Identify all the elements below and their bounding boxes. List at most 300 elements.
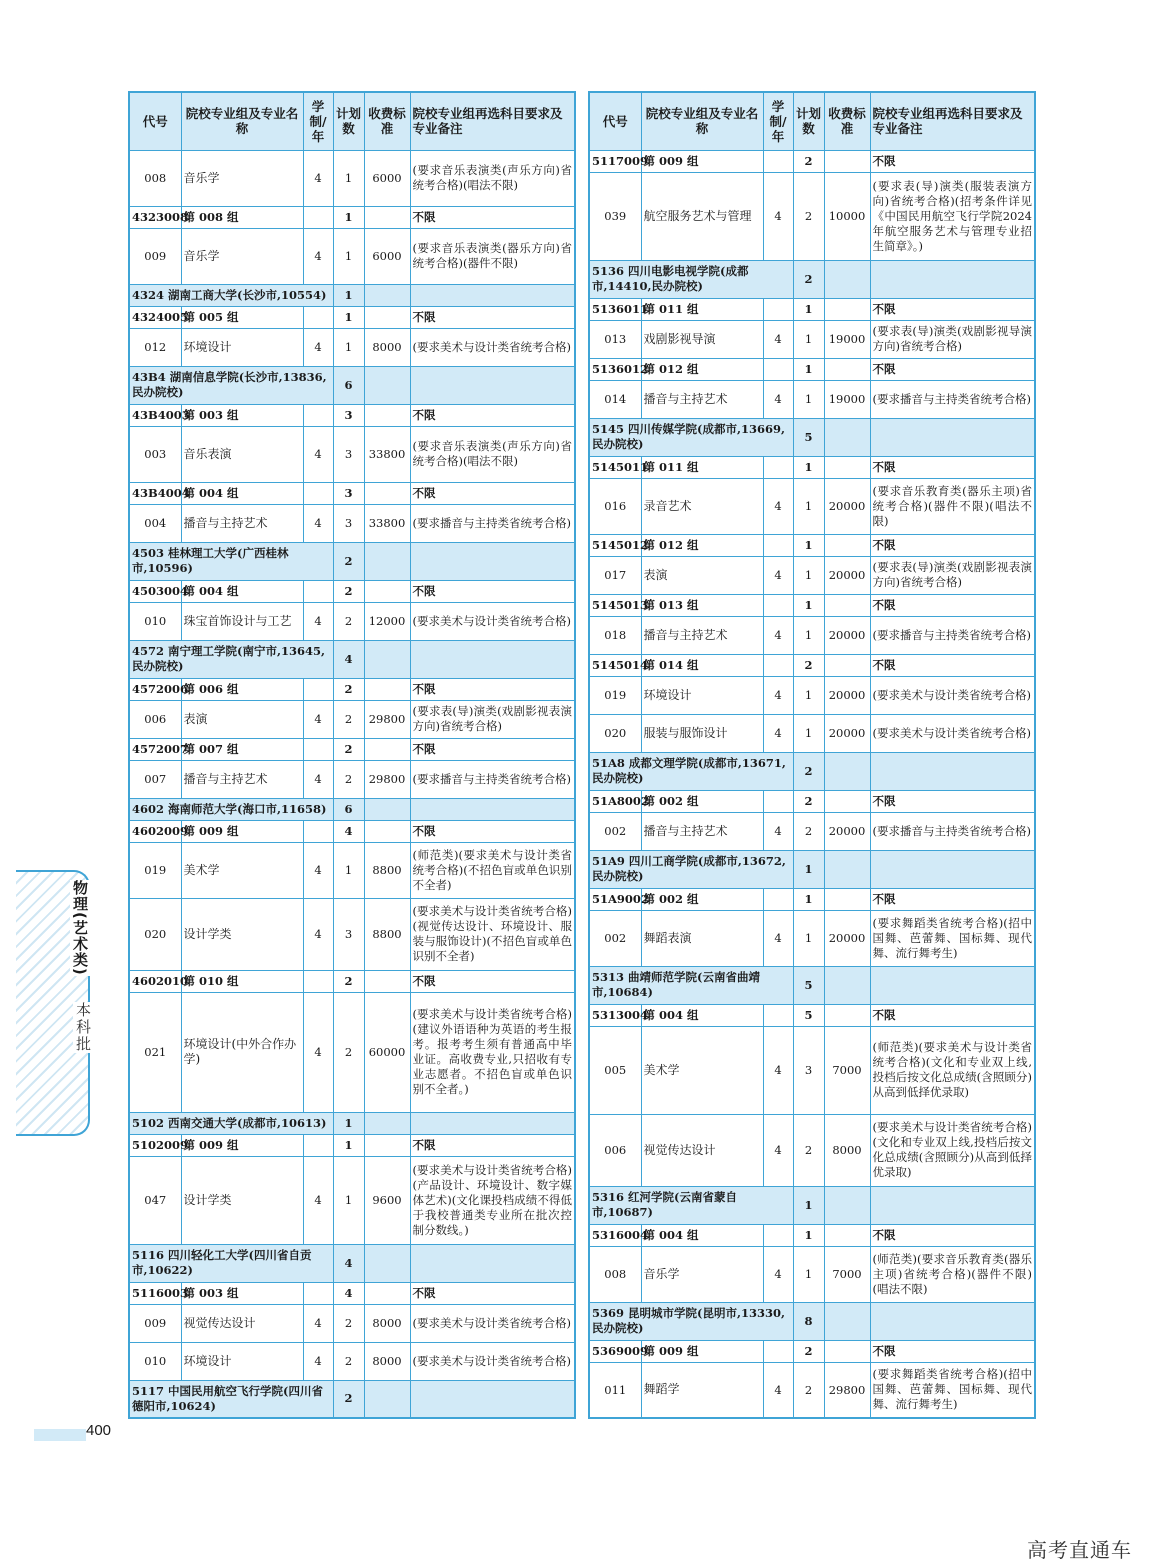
group-row [589, 456, 1035, 478]
group-requirement: 不限 [870, 888, 1035, 910]
major-code: 018 [589, 616, 641, 654]
group-requirement: 不限 [410, 820, 575, 842]
group-name: 第 009 组 [181, 820, 303, 842]
major-plan: 1 [793, 676, 824, 714]
major-remark: (要求美术与设计类省统考合格)(建议外语语种为英语的考生报考。报考考生须有普通高中毕业证。高收费专业,只招收有专业志愿者。不招色盲或单色识别不全者。) [410, 992, 575, 1112]
major-name: 播音与主持艺术 [181, 504, 303, 542]
group-row [589, 150, 1035, 172]
university-row [129, 366, 575, 404]
major-remark: (要求舞蹈类省统考合格)(招中国舞、芭蕾舞、国标舞、现代舞、流行舞考生) [870, 1362, 1035, 1418]
major-row [129, 228, 575, 284]
university-row [589, 850, 1035, 888]
major-remark: (要求表(导)演类(戏剧影视表演方向)省统考合格) [870, 556, 1035, 594]
group-plan: 2 [333, 738, 364, 760]
fee-cell [364, 1112, 410, 1134]
major-plan: 1 [793, 380, 824, 418]
remark-cell [410, 284, 575, 306]
fee-cell [364, 580, 410, 602]
group-plan: 1 [793, 358, 824, 380]
university-row [129, 1244, 575, 1282]
university-plan: 6 [333, 366, 364, 404]
major-remark: (要求美术与设计类省统考合格) [870, 714, 1035, 752]
years-cell [303, 738, 333, 760]
major-plan: 2 [793, 812, 824, 850]
major-plan: 1 [793, 714, 824, 752]
group-name: 第 004 组 [181, 482, 303, 504]
fee-cell [364, 1380, 410, 1418]
group-plan: 3 [333, 404, 364, 426]
major-name: 音乐表演 [181, 426, 303, 482]
major-code: 014 [589, 380, 641, 418]
remark-cell [410, 798, 575, 820]
major-code: 010 [129, 1342, 181, 1380]
university-plan: 2 [333, 542, 364, 580]
major-fee: 8000 [364, 328, 410, 366]
fee-cell [364, 1244, 410, 1282]
group-row [129, 206, 575, 228]
major-row [589, 1114, 1035, 1186]
university-plan: 8 [793, 1302, 824, 1340]
major-years: 4 [303, 426, 333, 482]
header-years: 学制/年 [303, 92, 333, 150]
major-code: 019 [589, 676, 641, 714]
university-plan: 6 [333, 798, 364, 820]
fee-cell [824, 790, 870, 812]
group-requirement: 不限 [870, 150, 1035, 172]
major-plan: 3 [333, 898, 364, 970]
group-code: 43B4004 [129, 482, 181, 504]
fee-cell [824, 298, 870, 320]
major-row [589, 1246, 1035, 1302]
group-code: 5102009 [129, 1134, 181, 1156]
group-row [589, 1224, 1035, 1246]
group-plan: 1 [793, 456, 824, 478]
major-row [129, 426, 575, 482]
major-plan: 3 [333, 426, 364, 482]
group-row [589, 790, 1035, 812]
major-name: 舞蹈表演 [641, 910, 763, 966]
group-plan: 4 [333, 1282, 364, 1304]
fee-cell [364, 206, 410, 228]
years-cell [303, 306, 333, 328]
fee-cell [364, 820, 410, 842]
major-row [589, 320, 1035, 358]
years-cell [303, 820, 333, 842]
major-remark: (要求播音与主持类省统考合格) [870, 380, 1035, 418]
major-fee: 6000 [364, 228, 410, 284]
admission-table-right [588, 91, 1036, 1419]
major-name: 视觉传达设计 [641, 1114, 763, 1186]
group-name: 第 009 组 [181, 1134, 303, 1156]
remark-cell [870, 1186, 1035, 1224]
years-cell [763, 298, 793, 320]
group-row [129, 404, 575, 426]
major-remark: (要求美术与设计类省统考合格)(文化和专业双上线,投档后按文化总成绩(含照顾分)从高到低择优录取) [870, 1114, 1035, 1186]
remark-cell [870, 850, 1035, 888]
header-plan: 计划数 [333, 92, 364, 150]
major-years: 4 [763, 172, 793, 260]
university-name: 5102 西南交通大学(成都市,10613) [129, 1112, 333, 1134]
fee-cell [824, 358, 870, 380]
group-plan: 2 [333, 580, 364, 602]
university-plan: 5 [793, 966, 824, 1004]
university-plan: 2 [333, 1380, 364, 1418]
fee-cell [824, 1004, 870, 1026]
major-fee: 20000 [824, 616, 870, 654]
group-code: 4323008 [129, 206, 181, 228]
major-code: 002 [589, 812, 641, 850]
group-requirement: 不限 [870, 298, 1035, 320]
group-row [589, 298, 1035, 320]
group-row [129, 482, 575, 504]
header-name: 院校专业组及专业名称 [641, 92, 763, 150]
group-name: 第 002 组 [641, 888, 763, 910]
admission-table-left [128, 91, 576, 1419]
major-row [589, 556, 1035, 594]
university-name: 4324 湖南工商大学(长沙市,10554) [129, 284, 333, 306]
major-name: 环境设计(中外合作办学) [181, 992, 303, 1112]
group-code: 4572006 [129, 678, 181, 700]
fee-cell [824, 850, 870, 888]
group-plan: 2 [793, 150, 824, 172]
major-row [129, 328, 575, 366]
major-plan: 2 [333, 602, 364, 640]
university-row [129, 798, 575, 820]
major-row [589, 380, 1035, 418]
major-name: 播音与主持艺术 [641, 812, 763, 850]
major-remark: (要求美术与设计类省统考合格)(产品设计、环境设计、数字媒体艺术)(文化课投档成绩不得低于我校普通类专业所在批次控制分数线。) [410, 1156, 575, 1244]
major-plan: 1 [333, 1156, 364, 1244]
header-code: 代号 [129, 92, 181, 150]
major-plan: 1 [793, 478, 824, 534]
group-code: 5136011 [589, 298, 641, 320]
major-remark: (要求美术与设计类省统考合格) [410, 1342, 575, 1380]
group-code: 51A8002 [589, 790, 641, 812]
major-remark: (要求音乐表演类(声乐方向)省统考合格)(唱法不限) [410, 150, 575, 206]
major-name: 录音艺术 [641, 478, 763, 534]
years-cell [763, 654, 793, 676]
major-fee: 6000 [364, 150, 410, 206]
group-plan: 3 [333, 482, 364, 504]
major-remark: (要求美术与设计类省统考合格)(视觉传达设计、环境设计、服装与服饰设计)(不招色盲或单色识别不全者) [410, 898, 575, 970]
fee-cell [364, 366, 410, 404]
header-fee: 收费标准 [364, 92, 410, 150]
group-name: 第 009 组 [641, 1340, 763, 1362]
major-code: 020 [129, 898, 181, 970]
major-row [589, 1026, 1035, 1114]
major-row [129, 150, 575, 206]
major-years: 4 [763, 714, 793, 752]
fee-cell [824, 1186, 870, 1224]
major-name: 戏剧影视导演 [641, 320, 763, 358]
fee-cell [824, 888, 870, 910]
years-cell [303, 482, 333, 504]
years-cell [303, 580, 333, 602]
major-row [589, 910, 1035, 966]
major-fee: 20000 [824, 910, 870, 966]
major-name: 视觉传达设计 [181, 1304, 303, 1342]
major-plan: 2 [333, 992, 364, 1112]
major-years: 4 [763, 676, 793, 714]
major-code: 039 [589, 172, 641, 260]
university-name: 5313 曲靖师范学院(云南省曲靖市,10684) [589, 966, 793, 1004]
major-fee: 29800 [824, 1362, 870, 1418]
major-name: 设计学类 [181, 898, 303, 970]
fee-cell [824, 1224, 870, 1246]
major-row [589, 616, 1035, 654]
major-years: 4 [763, 616, 793, 654]
fee-cell [364, 738, 410, 760]
major-fee: 60000 [364, 992, 410, 1112]
fee-cell [364, 1282, 410, 1304]
major-code: 011 [589, 1362, 641, 1418]
fee-cell [364, 284, 410, 306]
group-requirement: 不限 [410, 580, 575, 602]
major-fee: 8000 [824, 1114, 870, 1186]
major-years: 4 [303, 700, 333, 738]
major-name: 表演 [641, 556, 763, 594]
major-fee: 9600 [364, 1156, 410, 1244]
major-row [589, 676, 1035, 714]
major-fee: 8800 [364, 842, 410, 898]
major-plan: 2 [333, 1304, 364, 1342]
major-years: 4 [763, 1362, 793, 1418]
university-row [589, 418, 1035, 456]
major-years: 4 [763, 1114, 793, 1186]
group-name: 第 002 组 [641, 790, 763, 812]
major-name: 音乐学 [181, 228, 303, 284]
major-remark: (要求播音与主持类省统考合格) [410, 504, 575, 542]
fee-cell [364, 1134, 410, 1156]
group-plan: 1 [793, 594, 824, 616]
group-requirement: 不限 [870, 1340, 1035, 1362]
group-requirement: 不限 [870, 654, 1035, 676]
university-name: 5369 昆明城市学院(昆明市,13330,民办院校) [589, 1302, 793, 1340]
university-name: 5316 红河学院(云南省蒙自市,10687) [589, 1186, 793, 1224]
major-row [129, 898, 575, 970]
major-fee: 8800 [364, 898, 410, 970]
major-row [589, 1362, 1035, 1418]
group-code: 4503004 [129, 580, 181, 602]
major-row [129, 842, 575, 898]
group-row [129, 738, 575, 760]
major-code: 012 [129, 328, 181, 366]
university-name: 51A8 成都文理学院(成都市,13671,民办院校) [589, 752, 793, 790]
university-row [589, 260, 1035, 298]
major-row [129, 1304, 575, 1342]
group-plan: 1 [793, 1224, 824, 1246]
major-remark: (要求音乐教育类(器乐主项)省统考合格)(器件不限)(唱法不限) [870, 478, 1035, 534]
group-name: 第 004 组 [641, 1224, 763, 1246]
major-plan: 1 [793, 1246, 824, 1302]
major-code: 020 [589, 714, 641, 752]
major-code: 009 [129, 228, 181, 284]
header-code: 代号 [589, 92, 641, 150]
group-code: 51A9002 [589, 888, 641, 910]
group-name: 第 008 组 [181, 206, 303, 228]
years-cell [303, 1282, 333, 1304]
group-plan: 2 [333, 678, 364, 700]
remark-cell [870, 418, 1035, 456]
group-row [589, 594, 1035, 616]
major-years: 4 [303, 842, 333, 898]
major-fee: 20000 [824, 714, 870, 752]
major-years: 4 [763, 1026, 793, 1114]
major-code: 008 [129, 150, 181, 206]
group-plan: 1 [333, 206, 364, 228]
major-years: 4 [303, 760, 333, 798]
group-requirement: 不限 [410, 1282, 575, 1304]
header-name: 院校专业组及专业名称 [181, 92, 303, 150]
university-row [129, 284, 575, 306]
group-row [129, 678, 575, 700]
group-name: 第 009 组 [641, 150, 763, 172]
fee-cell [364, 798, 410, 820]
years-cell [303, 206, 333, 228]
university-row [129, 1380, 575, 1418]
group-code: 5136012 [589, 358, 641, 380]
group-plan: 4 [333, 820, 364, 842]
group-code: 4324005 [129, 306, 181, 328]
group-requirement: 不限 [410, 206, 575, 228]
major-remark: (师范类)(要求美术与设计类省统考合格)(文化和专业双上线,投档后按文化总成绩(含照顾分)从高到低择优录取) [870, 1026, 1035, 1114]
university-row [129, 542, 575, 580]
group-code: 43B4003 [129, 404, 181, 426]
fee-cell [824, 260, 870, 298]
major-name: 环境设计 [641, 676, 763, 714]
major-code: 006 [589, 1114, 641, 1186]
group-requirement: 不限 [410, 404, 575, 426]
university-row [589, 1186, 1035, 1224]
group-row [129, 580, 575, 602]
header-fee: 收费标准 [824, 92, 870, 150]
group-code: 5145012 [589, 534, 641, 556]
years-cell [303, 1134, 333, 1156]
group-plan: 2 [793, 1340, 824, 1362]
group-name: 第 006 组 [181, 678, 303, 700]
major-plan: 2 [333, 760, 364, 798]
major-remark: (师范类)(要求音乐教育类(器乐主项)省统考合格)(器件不限)(唱法不限) [870, 1246, 1035, 1302]
group-plan: 5 [793, 1004, 824, 1026]
fee-cell [824, 456, 870, 478]
major-code: 005 [589, 1026, 641, 1114]
major-remark: (要求美术与设计类省统考合格) [410, 602, 575, 640]
major-plan: 1 [793, 910, 824, 966]
major-name: 珠宝首饰设计与工艺 [181, 602, 303, 640]
major-years: 4 [303, 1342, 333, 1380]
group-requirement: 不限 [870, 790, 1035, 812]
major-code: 013 [589, 320, 641, 358]
university-row [589, 966, 1035, 1004]
major-plan: 2 [793, 172, 824, 260]
major-code: 019 [129, 842, 181, 898]
group-requirement: 不限 [410, 306, 575, 328]
years-cell [763, 534, 793, 556]
major-fee: 29800 [364, 760, 410, 798]
fee-cell [824, 1302, 870, 1340]
group-row [589, 358, 1035, 380]
major-name: 美术学 [181, 842, 303, 898]
major-remark: (要求舞蹈类省统考合格)(招中国舞、芭蕾舞、国标舞、现代舞、流行舞考生) [870, 910, 1035, 966]
major-fee: 33800 [364, 426, 410, 482]
major-row [129, 992, 575, 1112]
group-code: 5117009 [589, 150, 641, 172]
header-remark: 院校专业组再选科目要求及专业备注 [410, 92, 575, 150]
major-name: 音乐学 [641, 1246, 763, 1302]
university-name: 43B4 湖南信息学院(长沙市,13836,民办院校) [129, 366, 333, 404]
group-row [129, 306, 575, 328]
major-code: 003 [129, 426, 181, 482]
group-code: 5316004 [589, 1224, 641, 1246]
major-plan: 2 [793, 1362, 824, 1418]
group-requirement: 不限 [870, 358, 1035, 380]
group-row [589, 534, 1035, 556]
major-plan: 1 [333, 842, 364, 898]
major-fee: 19000 [824, 380, 870, 418]
remark-cell [870, 260, 1035, 298]
major-years: 4 [303, 898, 333, 970]
fee-cell [364, 640, 410, 678]
group-name: 第 005 组 [181, 306, 303, 328]
major-name: 环境设计 [181, 328, 303, 366]
university-name: 5136 四川电影电视学院(成都市,14410,民办院校) [589, 260, 793, 298]
major-fee: 8000 [364, 1342, 410, 1380]
group-code: 5145011 [589, 456, 641, 478]
side-tab-subject: 物理(艺术类) [71, 880, 89, 976]
major-years: 4 [763, 1246, 793, 1302]
major-years: 4 [303, 228, 333, 284]
major-plan: 2 [793, 1114, 824, 1186]
major-name: 舞蹈学 [641, 1362, 763, 1418]
major-remark: (要求播音与主持类省统考合格) [870, 616, 1035, 654]
group-plan: 1 [793, 298, 824, 320]
fee-cell [824, 966, 870, 1004]
fee-cell [364, 482, 410, 504]
major-name: 航空服务艺术与管理 [641, 172, 763, 260]
fee-cell [364, 404, 410, 426]
major-remark: (要求表(导)演类(戏剧影视表演方向)省统考合格) [410, 700, 575, 738]
major-code: 002 [589, 910, 641, 966]
major-plan: 3 [793, 1026, 824, 1114]
university-name: 4572 南宁理工学院(南宁市,13645,民办院校) [129, 640, 333, 678]
remark-cell [410, 366, 575, 404]
group-code: 5369009 [589, 1340, 641, 1362]
major-plan: 1 [793, 556, 824, 594]
major-plan: 1 [793, 320, 824, 358]
major-remark: (要求播音与主持类省统考合格) [410, 760, 575, 798]
group-row [129, 1282, 575, 1304]
remark-cell [410, 1380, 575, 1418]
group-code: 4572007 [129, 738, 181, 760]
major-fee: 7000 [824, 1246, 870, 1302]
group-requirement: 不限 [410, 738, 575, 760]
group-row [129, 970, 575, 992]
major-years: 4 [763, 380, 793, 418]
major-plan: 1 [793, 616, 824, 654]
major-code: 010 [129, 602, 181, 640]
years-cell [763, 358, 793, 380]
university-row [129, 640, 575, 678]
major-plan: 2 [333, 1342, 364, 1380]
group-row [129, 1134, 575, 1156]
group-requirement: 不限 [870, 534, 1035, 556]
university-name: 4602 海南师范大学(海口市,11658) [129, 798, 333, 820]
remark-cell [410, 640, 575, 678]
major-plan: 1 [333, 328, 364, 366]
major-code: 004 [129, 504, 181, 542]
major-row [589, 172, 1035, 260]
major-fee: 7000 [824, 1026, 870, 1114]
